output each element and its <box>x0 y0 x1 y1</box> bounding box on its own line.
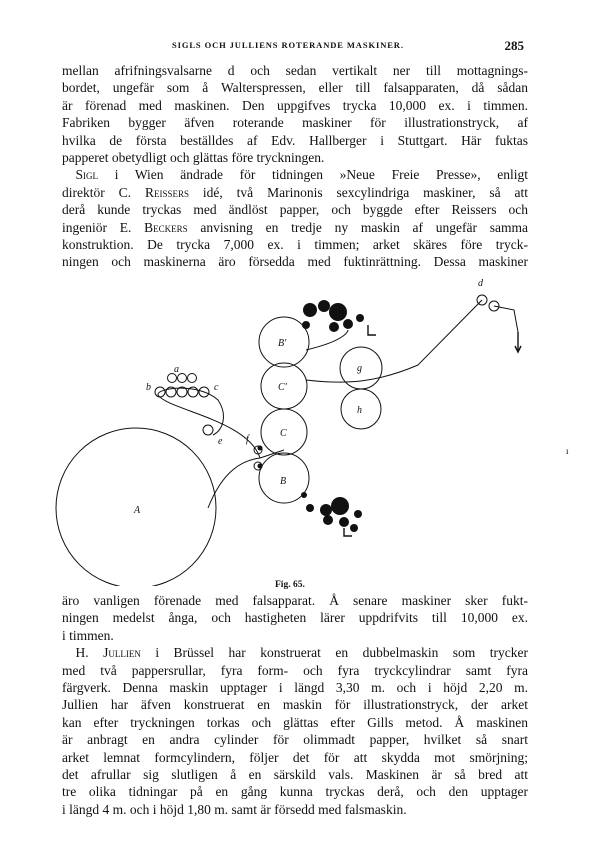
label-b: b <box>146 382 151 393</box>
text-fragment: idé, två Marinonis sexcylindriga maskiner, så att <box>202 184 528 200</box>
text-line: är anbragt en andra cylinder för olimmadt papper, hvilket så snart <box>62 732 528 748</box>
label-A: A <box>134 505 141 516</box>
inking-rollers <box>258 300 365 532</box>
name-jullien: Jullien <box>103 645 141 661</box>
ink-roller <box>303 303 317 317</box>
ink-roller <box>323 515 333 525</box>
running-title: SIGLS OCH JULLIENS ROTERANDE MASKINER. <box>172 40 404 50</box>
label-C: C <box>280 428 287 439</box>
ink-roller <box>329 322 339 332</box>
text-fragment: anvisning en tredje ny maskin af ungefär samma <box>200 219 528 235</box>
text-line: ningen medelst ånga, och hastigheten lärer uppdrifvits till 10,000 ex. <box>62 610 528 626</box>
ink-roller <box>258 464 263 469</box>
text-line: kan efter tryckningen torkas och glättas efter Gills metod. Å maskinen <box>62 714 528 730</box>
text-line: i längd 4 m. och i höjd 1,80 m. samt är försedd med falsmaskin. <box>62 801 407 817</box>
ink-roller <box>354 510 362 518</box>
label-f: f <box>246 434 249 445</box>
text-fragment: direktör C. <box>62 184 132 200</box>
text-line <box>62 644 528 661</box>
text-fragment: H. <box>75 645 89 661</box>
ink-roller <box>301 492 307 498</box>
text-line <box>62 166 528 183</box>
text-line: tre olika tidningar på en gång kunna tryckas derå, och den upptager <box>62 784 528 800</box>
name-becker: Beckers <box>144 219 188 235</box>
label-e: e <box>218 436 223 447</box>
ink-roller <box>329 303 347 321</box>
text-line: färgverk. Denna maskin upptager i längd 3,30 m. och i höjd 2,20 m. <box>62 679 528 695</box>
ink-roller <box>350 524 358 532</box>
label-g: g <box>357 363 362 374</box>
text-line: papperet obetydligt och glättas före tryckningen. <box>62 149 325 165</box>
text-line: med två pappersrullar, fyra form- och fyra tryckcylindrar samt fyra <box>62 662 528 678</box>
ink-roller <box>339 517 349 527</box>
text-line: ningen och maskinerna äro försedda med fuktinrättning. Dessa maskiner <box>62 254 528 270</box>
text-line <box>62 184 528 201</box>
text-line: hvilka de första beställdes af Edv. Hallberger i Stuttgart. Här fuktas <box>62 132 528 148</box>
ink-roller <box>306 504 314 512</box>
text-line: i timmen. <box>62 627 114 643</box>
label-a: a <box>174 364 179 375</box>
text-line: är förenad med maskinen. Den uppgifves trycka 10,000 ex. i timmen. <box>62 97 528 113</box>
top-paragraphs <box>62 62 528 271</box>
page-header <box>62 38 524 54</box>
text-line: bordet, ungefär som å Walterspressen, eller till falsapparaten, då sådan <box>62 80 528 96</box>
label-B: B <box>280 476 287 487</box>
text-line: arket lemnat formcylindern, följer det för att skydda mot smörjning; <box>62 749 528 765</box>
roller-a <box>188 374 197 383</box>
text-fragment: i Brüssel har konstruerat en dubbelmaskin som trycker <box>155 645 528 661</box>
text-line: Fabriken bygger äfven roterande maskiner för illustrationstryck, af <box>62 115 528 131</box>
label-B-prime: B' <box>278 338 287 349</box>
label-h: h <box>357 405 362 416</box>
text-fragment: ingeniör E. <box>62 219 132 235</box>
text-line: det afrullar sig slutligen å en särskild vals. Maskinen är så bred att <box>62 766 528 782</box>
text-line: derå kunde tryckas med ändlöst papper, och byggde efter Reissers och <box>62 202 528 218</box>
ink-roller <box>318 300 330 312</box>
figure-caption: Fig. 65. <box>275 580 305 590</box>
bottom-paragraphs <box>62 592 528 818</box>
figure-65-diagram <box>48 270 548 586</box>
text-line: äro vanligen förenade med falsapparat. Å senare maskiner sker fukt- <box>62 593 528 608</box>
label-d: d <box>478 278 483 289</box>
paper-web <box>158 300 518 508</box>
label-c: c <box>214 382 219 393</box>
paper-web-upper <box>306 330 348 350</box>
ink-roller <box>320 504 332 516</box>
ink-roller <box>258 446 263 451</box>
ink-roller <box>343 319 353 329</box>
page-number: 285 <box>504 38 524 53</box>
name-sigl: Sigl <box>75 167 99 183</box>
name-reisser: Reissers <box>144 184 189 200</box>
printing-machine-diagram <box>48 270 548 586</box>
text-line: mellan afrifningsvalsarne d och sedan vertikalt ner till mottagnings- <box>62 63 528 78</box>
text-line: Jullien har äfven konstruerat en maskin för illustrationstryck, der arket <box>62 697 528 713</box>
text-fragment: i Wien ändrade för tidningen »Neue Freie Presse», enligt <box>114 167 528 183</box>
text-line <box>62 219 528 236</box>
brackets <box>344 325 521 536</box>
label-C-prime: C' <box>278 382 287 393</box>
stray-mark: ı <box>566 446 569 456</box>
text-line: konstruktion. De trycka 7,000 ex. i timmen; arket skäres före tryck- <box>62 236 528 252</box>
ink-roller <box>302 321 310 329</box>
ink-roller <box>356 314 364 322</box>
ink-roller <box>331 497 349 515</box>
small-roller-e <box>203 425 213 435</box>
